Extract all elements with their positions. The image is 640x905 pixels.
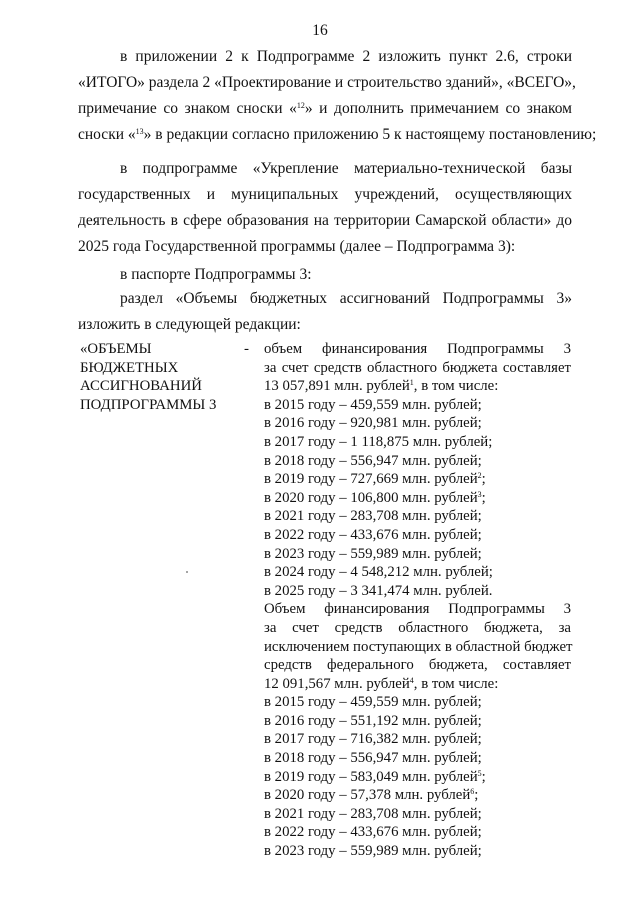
table-label-line: АССИГНОВАНИЙ — [80, 378, 202, 395]
scan-speck — [186, 571, 188, 573]
block-2-line-4: средств федерального бюджета, составляет — [264, 657, 571, 674]
table-label-line: «ОБЪЕМЫ — [80, 341, 152, 357]
year-line: в 2021 году – 283,708 млн. рублей; — [264, 805, 482, 822]
year-line: в 2016 году – 551,192 млн. рублей; — [264, 712, 482, 729]
block-2-line-3: исключением поступающих в областной бюджет — [264, 638, 573, 655]
year-line: в 2018 году – 556,947 млн. рублей; — [264, 452, 482, 469]
year-line: в 2017 году – 716,382 млн. рублей; — [264, 731, 482, 748]
year-line: в 2018 году – 556,947 млн. рублей; — [264, 750, 482, 767]
paragraph-1-line-2: «ИТОГО» раздела 2 «Проектирование и строительство зданий», «ВСЕГО», — [78, 74, 576, 91]
year-line: в 2017 году – 1 118,875 млн. рублей; — [264, 433, 493, 450]
page-number: 16 — [312, 22, 328, 39]
year-line: в 2023 году – 559,989 млн. рублей; — [264, 545, 482, 562]
paragraph-1-line-1: в приложении 2 к Подпрограмме 2 изложить пункт 2.6, строки — [120, 48, 572, 65]
footnote-mark: 13 — [135, 127, 144, 136]
paragraph-1-line-4: сноски «$^{13}$» в редакции согласно приложению 5 к настоящему постановлению; — [78, 126, 597, 143]
year-line: в 2020 году – 106,800 млн. рублей$^3$; — [264, 489, 486, 506]
year-line: в 2016 году – 920,981 млн. рублей; — [264, 415, 482, 432]
block-1-line-2: за счет средств областного бюджета составляет — [264, 359, 571, 376]
block-2-line-1: Объем финансирования Подпрограммы 3 — [264, 601, 571, 618]
block-1-total: 13 057,891 млн. рублей$^1$, в том числе: — [264, 378, 499, 395]
year-line: в 2021 году – 283,708 млн. рублей; — [264, 508, 482, 525]
year-line: в 2022 году – 433,676 млн. рублей; — [264, 824, 482, 841]
paragraph-4-line-2: изложить в следующей редакции: — [78, 316, 301, 333]
table-label-line: БЮДЖЕТНЫХ — [80, 359, 179, 376]
table-dash: - — [244, 341, 249, 357]
block-1-line-1: объем финансирования Подпрограммы 3 — [264, 341, 571, 357]
year-line: в 2019 году – 727,669 млн. рублей$^2$; — [264, 471, 486, 488]
paragraph-4-line-1: раздел «Объемы бюджетных ассигнований Подпрограммы 3» — [120, 290, 572, 307]
paragraph-2-line-4: 2025 года Государственной программы (далее – Подпрограмма 3): — [78, 238, 516, 255]
year-line: в 2023 году – 559,989 млн. рублей; — [264, 843, 482, 860]
table-values — [264, 340, 571, 861]
year-line: в 2019 году – 583,049 млн. рублей$^5$; — [264, 768, 486, 785]
paragraph-2-line-3: деятельность в сфере образования на территории Самарской области» до — [78, 212, 572, 229]
year-line: в 2022 году – 433,676 млн. рублей; — [264, 526, 482, 543]
year-line: в 2025 году – 3 341,474 млн. рублей. — [264, 582, 493, 599]
paragraph-3: в паспорте Подпрограммы 3: — [120, 266, 312, 283]
paragraph-2-line-2: государственных и муниципальных учреждений, осуществляющих — [78, 186, 572, 203]
paragraph-1-line-3: примечание со знаком сноски «$^{12}$» и дополнить примечанием со знаком — [78, 100, 572, 117]
year-line: в 2020 году – 57,378 млн. рублей$^6$; — [264, 787, 479, 804]
table-label — [80, 340, 240, 414]
table-label-line: ПОДПРОГРАММЫ 3 — [80, 396, 217, 413]
block-2-line-2: за счет средств областного бюджета, за — [264, 619, 571, 636]
footnote-mark: 12 — [296, 101, 305, 110]
paragraph-2-line-1: в подпрограмме «Укрепление материально-технической базы — [120, 160, 572, 177]
block-2-total: 12 091,567 млн. рублей$^4$, в том числе: — [264, 675, 499, 692]
year-line: в 2015 году – 459,559 млн. рублей; — [264, 694, 482, 711]
year-line: в 2015 году – 459,559 млн. рублей; — [264, 396, 482, 413]
year-line: в 2024 году – 4 548,212 млн. рублей; — [264, 564, 493, 581]
